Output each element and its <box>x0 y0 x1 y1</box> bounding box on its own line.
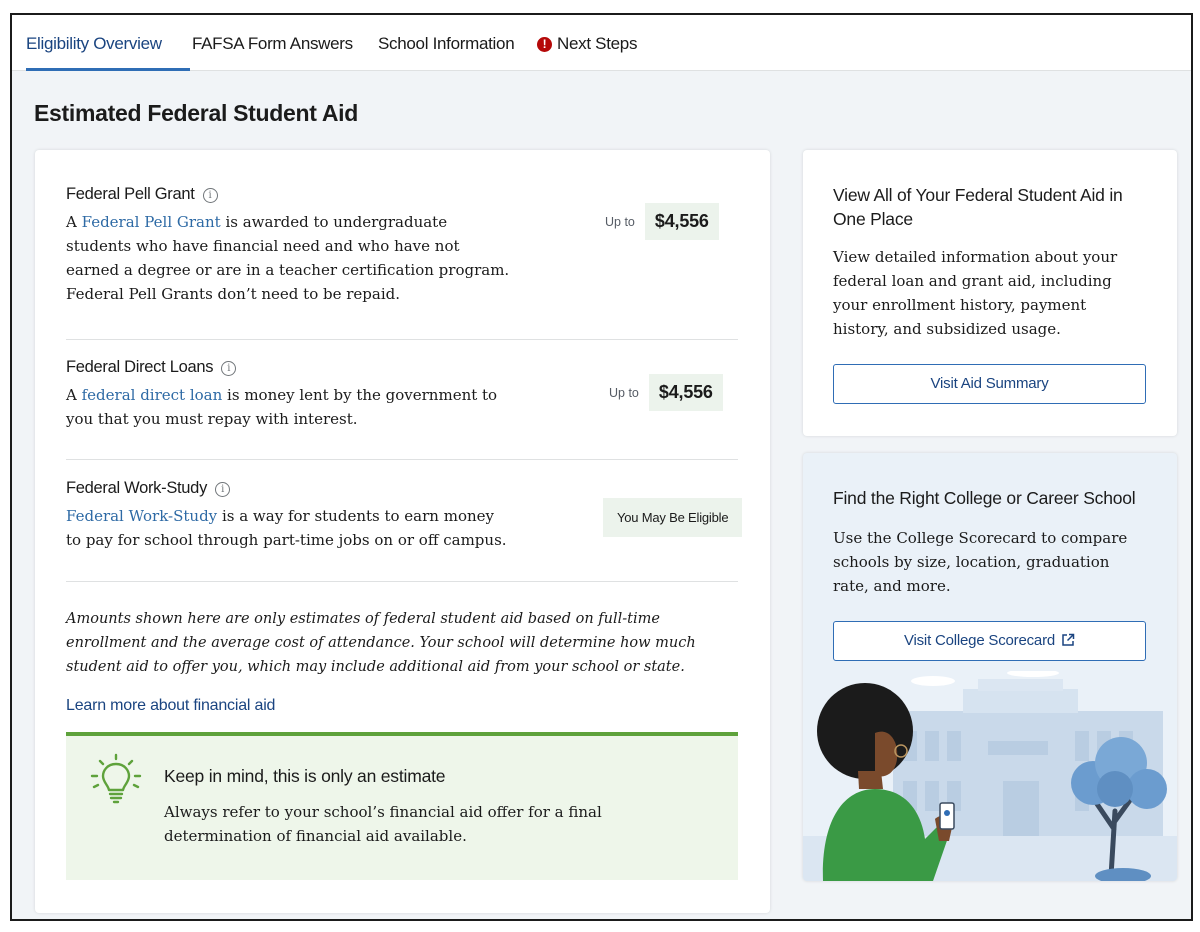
aid-summary-card <box>803 150 1177 436</box>
desc-text: is awarded to undergraduate students who have financial need and who have not earned a degree or are in a teacher certification program. Federal Pell Grants don’t need to be repaid. <box>66 213 510 303</box>
visit-college-scorecard-button[interactable] <box>833 621 1146 661</box>
desc-text: A <box>66 386 82 404</box>
desc-text: A <box>66 213 82 231</box>
loans-amount <box>609 374 723 411</box>
tip-text: Always refer to your school’s financial aid offer for a final determination of financial aid available. <box>164 803 602 845</box>
info-icon[interactable]: i <box>221 361 236 376</box>
tab-label: Next Steps <box>557 34 638 53</box>
amount-value: $4,556 <box>645 203 719 240</box>
page-title: Estimated Federal Student Aid <box>34 100 359 126</box>
aid-title-text: Federal Pell Grant <box>66 185 195 203</box>
summary-text: View detailed information about your federal loan and grant aid, including your enrollment history, payment history, and subsidized usage. <box>833 248 1118 338</box>
info-icon[interactable]: i <box>203 188 218 203</box>
tab-label: Eligibility Overview <box>26 34 162 53</box>
scorecard-title: Find the Right College or Career School <box>833 488 1136 508</box>
amount-value: $4,556 <box>649 374 723 411</box>
desc-text: is a way for students to earn money to pay for school through part-time jobs on or off campus. <box>66 507 507 549</box>
divider <box>66 581 738 582</box>
divider <box>66 459 738 460</box>
summary-title: View All of Your Federal Student Aid in One Place <box>833 185 1123 229</box>
work-study-link[interactable]: Federal Work-Study <box>66 507 218 525</box>
tab-label: FAFSA Form Answers <box>192 34 353 53</box>
aid-title <box>66 479 738 498</box>
aid-title-text: Federal Work-Study <box>66 479 208 497</box>
divider <box>66 339 738 340</box>
aid-description <box>66 383 511 431</box>
lightbulb-icon <box>88 752 144 813</box>
tab-fafsa-form-answers[interactable] <box>192 15 353 71</box>
disclaimer-text: Amounts shown here are only estimates of federal student aid based on full-time enrollment and the average cost of attendance. Your school will determine how much student aid to offer you, which may include additional aid from your school or state. <box>66 611 696 675</box>
scorecard-text: Use the College Scorecard to compare schools by size, location, graduation rate, and more. <box>833 529 1128 595</box>
button-label: Visit Aid Summary <box>930 375 1049 392</box>
eligibility-badge: You May Be Eligible <box>603 498 742 537</box>
button-label: Visit College Scorecard <box>903 632 1056 649</box>
tab-next-steps[interactable] <box>537 15 637 71</box>
aid-description <box>66 210 511 306</box>
amount-prefix: Up to <box>609 385 639 400</box>
external-link-icon <box>1061 624 1075 661</box>
aid-description <box>66 504 511 552</box>
college-scorecard-card <box>803 453 1177 881</box>
desc-text: is money lent by the government to you that you must repay with interest. <box>66 386 498 428</box>
visit-aid-summary-button[interactable] <box>833 364 1146 404</box>
pell-amount <box>605 203 719 240</box>
info-icon[interactable]: i <box>215 482 230 497</box>
tip-title: Keep in mind, this is only an estimate <box>164 766 446 786</box>
aid-title <box>66 185 738 204</box>
tab-eligibility-overview[interactable] <box>26 15 190 71</box>
student-campus-illustration <box>803 671 1177 881</box>
tab-school-information[interactable] <box>378 15 514 71</box>
estimate-tip <box>66 732 738 880</box>
learn-more-link[interactable]: Learn more about financial aid <box>66 697 276 714</box>
tab-bar <box>12 15 1191 71</box>
tab-label: School Information <box>378 34 515 53</box>
app-frame <box>10 13 1193 921</box>
direct-loan-link[interactable]: federal direct loan <box>81 386 223 404</box>
pell-grant-link[interactable]: Federal Pell Grant <box>81 213 221 231</box>
aid-title-text: Federal Direct Loans <box>66 358 214 376</box>
aid-estimate-card <box>35 150 770 913</box>
amount-prefix: Up to <box>605 214 635 229</box>
alert-icon: ! <box>537 37 552 52</box>
